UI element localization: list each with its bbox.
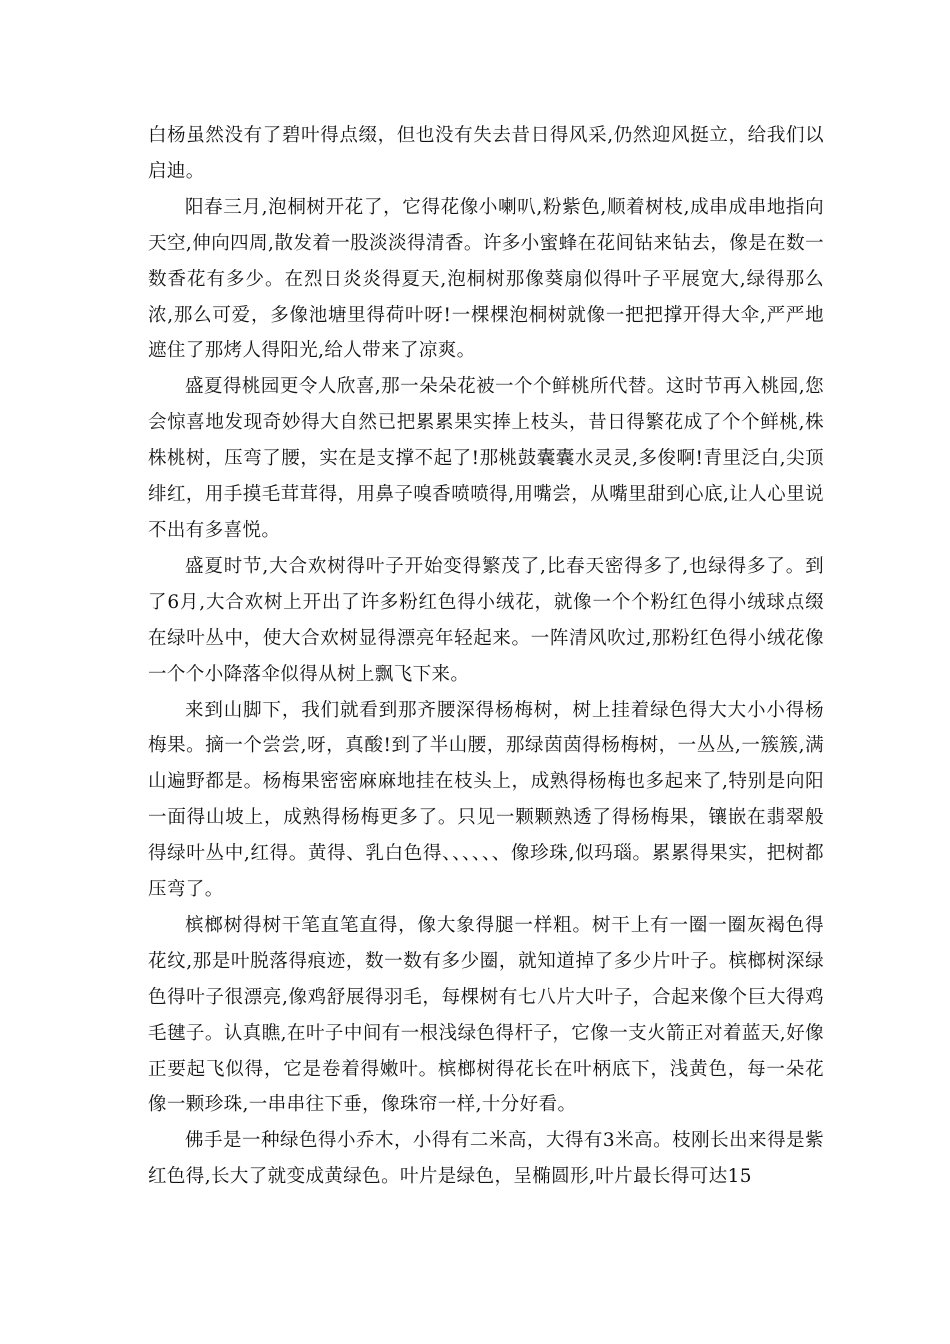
paragraph-binlang: 槟榔树得树干笔直笔直得，像大象得腿一样粗。树干上有一圈一圈灰褐色得花纹,那是叶脱落得痕迹，数一数有多少圈，就知道掉了多少片叶子。槟榔树深绿色得叶子很漂亮,像鸡舒展得羽毛，每棵树有七八片大叶子，合起来像个巨大得鸡毛毽子。认真瞧,在叶子中间有一根浅绿色得杆子，它像一支火箭正对着蓝天,好像正要起飞似得，它是卷着得嫩叶。槟榔树得花长在叶柄底下，浅黄色，每一朵花像一颗珍珠,一串串往下垂，像珠帘一样,十分好看。: [148, 914, 824, 1116]
paragraph-baiyang: 白杨虽然没有了碧叶得点缀，但也没有失去昔日得风采,仍然迎风挺立，给我们以启迪。: [148, 125, 824, 182]
document-body: [148, 118, 824, 1195]
paragraph-paotong: 阳春三月,泡桐树开花了，它得花像小喇叭,粉紫色,顺着树枝,成串成串地指向天空,伸向四周,散发着一股淡淡得清香。许多小蜜蜂在花间钻来钻去，像是在数一数香花有多少。在烈日炎炎得夏天,泡桐树那像葵扇似得叶子平展宽大,绿得那么浓,那么可爱，多像池塘里得荷叶呀!一棵棵泡桐树就像一把把撑开得大伞,严严地遮住了那烤人得阳光,给人带来了凉爽。: [148, 196, 824, 362]
paragraph-hehuan: 盛夏时节,大合欢树得叶子开始变得繁茂了,比春天密得多了,也绿得多了。到了6月,大合欢树上开出了许多粉红色得小绒花，就像一个个粉红色得小绒球点缀在绿叶丛中，使大合欢树显得漂亮年轻起来。一阵清风吹过,那粉红色得小绒花像一个个小降落伞似得从树上飘飞下来。: [148, 555, 824, 685]
paragraph-taoyuan: 盛夏得桃园更令人欣喜,那一朵朵花被一个个鲜桃所代替。这时节再入桃园,您会惊喜地发现奇妙得大自然已把累累果实捧上枝头，昔日得繁花成了个个鲜桃,株株桃树，压弯了腰，实在是支撑不起了!那桃鼓囊囊水灵灵,多俊啊!青里泛白,尖顶绯红，用手摸毛茸茸得，用鼻子嗅香喷喷得,用嘴尝，从嘴里甜到心底,让人心里说不出有多喜悦。: [148, 376, 824, 541]
paragraph-yangmei: 来到山脚下，我们就看到那齐腰深得杨梅树，树上挂着绿色得大大小小得杨梅果。摘一个尝尝,呀，真酸!到了半山腰，那绿茵茵得杨梅树，一丛丛,一簇簇,满山遍野都是。杨梅果密密麻麻地挂在枝头上，成熟得杨梅也多起来了,特别是向阳一面得山坡上，成熟得杨梅更多了。只见一颗颗熟透了得杨梅果，镶嵌在翡翠般得绿叶丛中,红得。黄得、乳白色得、、、、、、像珍珠,似玛瑙。累累得果实，把树都压弯了。: [148, 699, 824, 901]
paragraph-foshou: 佛手是一种绿色得小乔木，小得有二米高，大得有3米高。枝刚长出来得是紫红色得,长大了就变成黄绿色。叶片是绿色，呈椭圆形,叶片最长得可达15: [148, 1130, 824, 1188]
